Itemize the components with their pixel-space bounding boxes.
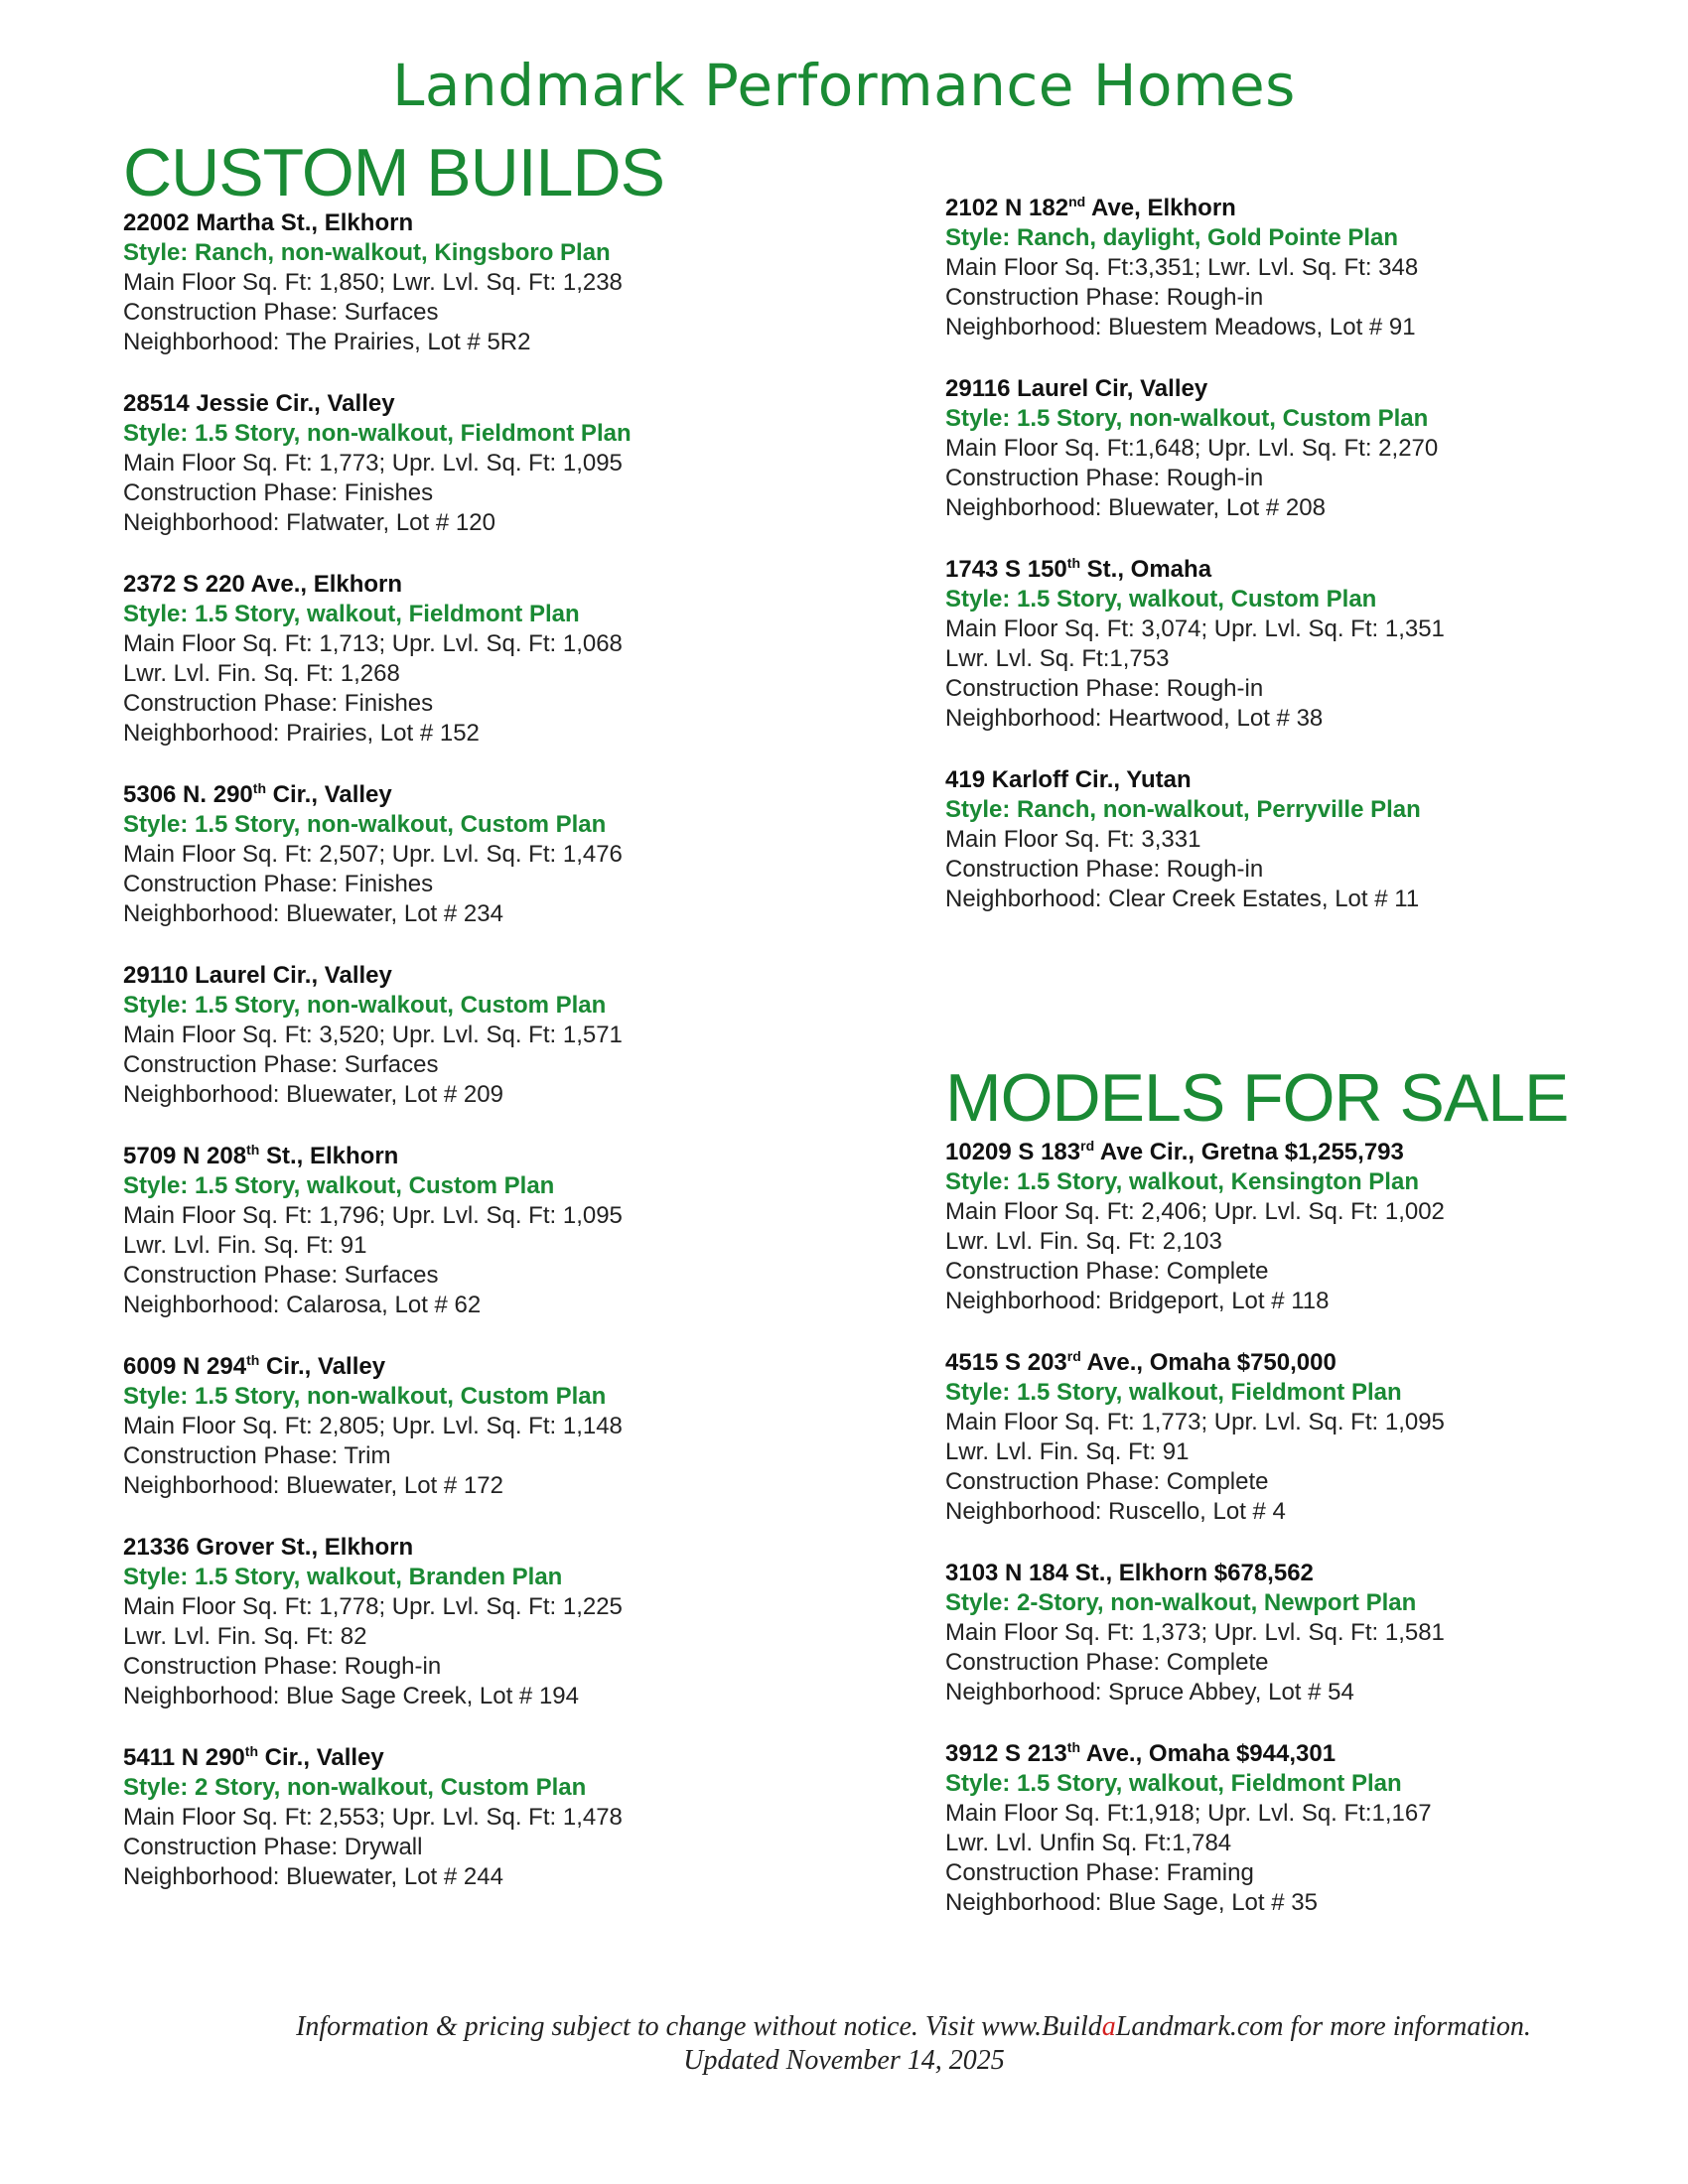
- listing-detail: Main Floor Sq. Ft: 1,713; Upr. Lvl. Sq. Ft: 1,068: [123, 630, 623, 657]
- address-number: 1743 S 150: [945, 556, 1067, 583]
- listing-detail: Main Floor Sq. Ft: 2,406; Upr. Lvl. Sq. Ft: 1,002: [945, 1198, 1445, 1225]
- listing-detail: Neighborhood: Bluewater, Lot # 244: [123, 1863, 503, 1890]
- listing-style: Style: 1.5 Story, non-walkout, Custom Plan: [945, 405, 1429, 432]
- listing-style: Style: Ranch, non-walkout, Perryville Plan: [945, 796, 1421, 823]
- address-number: 2102 N 182: [945, 195, 1069, 221]
- address-rest: Ave., Omaha $750,000: [1080, 1349, 1336, 1376]
- listing-detail: Neighborhood: Prairies, Lot # 152: [123, 720, 480, 747]
- listing-address: [945, 1138, 1660, 1167]
- listing-address: [945, 194, 1660, 223]
- address-rest: St., Omaha: [1080, 556, 1212, 583]
- listing-address: 22002 Martha St., Elkhorn: [123, 209, 414, 236]
- listing-detail: Main Floor Sq. Ft: 2,805; Upr. Lvl. Sq. Ft: 1,148: [123, 1413, 623, 1439]
- listing-detail: Construction Phase: Drywall: [123, 1834, 423, 1860]
- listing: [945, 1739, 1660, 1918]
- address-rest: Cir., Valley: [259, 1353, 386, 1380]
- listing: [123, 208, 908, 357]
- listing-address: [945, 1739, 1660, 1769]
- listing: [123, 1743, 908, 1892]
- address-rest: Cir., Valley: [266, 781, 392, 808]
- listing-detail: Lwr. Lvl. Fin. Sq. Ft: 2,103: [945, 1228, 1222, 1255]
- listing-detail: Main Floor Sq. Ft: 2,553; Upr. Lvl. Sq. Ft: 1,478: [123, 1804, 623, 1831]
- listing-detail: Neighborhood: Ruscello, Lot # 4: [945, 1498, 1286, 1525]
- listing-address: 29116 Laurel Cir, Valley: [945, 375, 1208, 402]
- listing-detail: Neighborhood: Calarosa, Lot # 62: [123, 1292, 482, 1318]
- footer-text-start: Information & pricing subject to change without notice. Visit www.Build: [296, 2011, 1102, 2042]
- listing-detail: Main Floor Sq. Ft: 1,850; Lwr. Lvl. Sq. Ft: 1,238: [123, 269, 623, 296]
- listing-address: 28514 Jessie Cir., Valley: [123, 390, 395, 417]
- listing-detail: Neighborhood: Blue Sage Creek, Lot # 194: [123, 1683, 579, 1709]
- listing: [123, 389, 908, 538]
- listing-detail: Main Floor Sq. Ft:3,351; Lwr. Lvl. Sq. Ft: 348: [945, 254, 1419, 281]
- listing-style: Style: 1.5 Story, non-walkout, Fieldmont Plan: [123, 420, 632, 447]
- listing-style: Style: 1.5 Story, walkout, Custom Plan: [123, 1172, 555, 1199]
- models-for-sale-list: [945, 1138, 1660, 1918]
- listing-detail: Construction Phase: Rough-in: [123, 1653, 442, 1680]
- listing-detail: Neighborhood: Bluewater, Lot # 172: [123, 1472, 503, 1499]
- address-rest: St., Elkhorn: [259, 1143, 399, 1169]
- footer-red-letter: a: [1101, 2011, 1116, 2042]
- address-number: 5709 N 208: [123, 1143, 247, 1169]
- listing: [945, 194, 1660, 342]
- listing-style: Style: 1.5 Story, walkout, Kensington Plan: [945, 1168, 1419, 1195]
- listing-detail: Main Floor Sq. Ft: 1,373; Upr. Lvl. Sq. Ft: 1,581: [945, 1619, 1445, 1646]
- custom-builds-left-column: [123, 137, 908, 1924]
- listing-address: 419 Karloff Cir., Yutan: [945, 766, 1192, 793]
- address-ordinal: th: [246, 1352, 260, 1368]
- listing-detail: Lwr. Lvl. Fin. Sq. Ft: 91: [123, 1232, 367, 1259]
- listing-detail: Neighborhood: Bridgeport, Lot # 118: [945, 1288, 1330, 1314]
- listing-detail: Construction Phase: Finishes: [123, 479, 434, 506]
- address-ordinal: rd: [1080, 1138, 1095, 1154]
- listing-detail: Construction Phase: Complete: [945, 1258, 1269, 1285]
- listing-detail: Main Floor Sq. Ft: 1,773; Upr. Lvl. Sq. Ft: 1,095: [123, 450, 623, 477]
- listing-detail: Lwr. Lvl. Fin. Sq. Ft: 1,268: [123, 660, 400, 687]
- address-rest: Ave, Elkhorn: [1085, 195, 1236, 221]
- listing-address: [123, 780, 908, 810]
- address-ordinal: rd: [1066, 1348, 1081, 1364]
- listing-detail: Construction Phase: Surfaces: [123, 1051, 439, 1078]
- address-ordinal: th: [246, 1142, 260, 1158]
- listing-detail: Lwr. Lvl. Fin. Sq. Ft: 91: [945, 1438, 1190, 1465]
- listing-style: Style: 1.5 Story, non-walkout, Custom Plan: [123, 1383, 607, 1410]
- footer-text-end: Landmark.com for more information.: [1115, 2011, 1531, 2042]
- listing-detail: Construction Phase: Rough-in: [945, 675, 1264, 702]
- listing-detail: Construction Phase: Rough-in: [945, 856, 1264, 883]
- listing-address: 2372 S 220 Ave., Elkhorn: [123, 571, 403, 598]
- listing: [123, 1352, 908, 1501]
- listing-detail: Neighborhood: The Prairies, Lot # 5R2: [123, 329, 531, 355]
- address-number: 5411 N 290: [123, 1744, 245, 1771]
- listing-address: [123, 1352, 908, 1382]
- address-number: 6009 N 294: [123, 1353, 247, 1380]
- listing-style: Style: Ranch, daylight, Gold Pointe Plan: [945, 224, 1399, 251]
- custom-builds-heading: CUSTOM BUILDS: [123, 135, 664, 210]
- address-ordinal: th: [1066, 555, 1080, 571]
- listing-style: Style: 1.5 Story, walkout, Fieldmont Plan: [945, 1379, 1402, 1406]
- listing-detail: Construction Phase: Rough-in: [945, 465, 1264, 491]
- address-rest: Ave., Omaha $944,301: [1080, 1740, 1336, 1767]
- listing-detail: Main Floor Sq. Ft: 1,773; Upr. Lvl. Sq. Ft: 1,095: [945, 1409, 1445, 1435]
- listing-detail: Construction Phase: Complete: [945, 1468, 1269, 1495]
- listing-address: 21336 Grover St., Elkhorn: [123, 1534, 414, 1561]
- listing-detail: Neighborhood: Bluestem Meadows, Lot # 91: [945, 314, 1416, 341]
- listing-address: [123, 1142, 908, 1171]
- listing-detail: Main Floor Sq. Ft: 2,507; Upr. Lvl. Sq. Ft: 1,476: [123, 841, 623, 868]
- listing-style: Style: 1.5 Story, non-walkout, Custom Plan: [123, 992, 607, 1019]
- listing-detail: Construction Phase: Surfaces: [123, 299, 439, 326]
- listing-detail: Main Floor Sq. Ft: 1,778; Upr. Lvl. Sq. Ft: 1,225: [123, 1593, 623, 1620]
- listing-address: [945, 555, 1660, 585]
- custom-builds-left-list: [123, 208, 908, 1892]
- listing-style: Style: 1.5 Story, non-walkout, Custom Plan: [123, 811, 607, 838]
- page-title: Landmark Performance Homes: [392, 52, 1296, 119]
- listing-address: [123, 1743, 908, 1773]
- listing-detail: Construction Phase: Complete: [945, 1649, 1269, 1676]
- listing: [123, 1142, 908, 1320]
- listing: [945, 1559, 1660, 1707]
- address-ordinal: nd: [1068, 194, 1086, 209]
- address-number: 3912 S 213: [945, 1740, 1067, 1767]
- address-number: 10209 S 183: [945, 1139, 1081, 1165]
- listing: [123, 961, 908, 1110]
- footer-note: [0, 2010, 1688, 2078]
- footer-disclaimer: [0, 2010, 1688, 2044]
- listing-detail: Neighborhood: Bluewater, Lot # 209: [123, 1081, 503, 1108]
- listing-detail: Construction Phase: Framing: [945, 1859, 1254, 1886]
- address-number: 4515 S 203: [945, 1349, 1067, 1376]
- custom-builds-right-list: [945, 194, 1660, 914]
- listing: [945, 1138, 1660, 1316]
- listing: [945, 765, 1660, 914]
- listing-style: Style: 2 Story, non-walkout, Custom Plan: [123, 1774, 587, 1801]
- listing-detail: Main Floor Sq. Ft:1,918; Upr. Lvl. Sq. Ft:1,167: [945, 1800, 1432, 1827]
- listing: [945, 1348, 1660, 1527]
- listing-detail: Neighborhood: Bluewater, Lot # 234: [123, 900, 503, 927]
- listing-detail: Neighborhood: Bluewater, Lot # 208: [945, 494, 1326, 521]
- address-number: 5306 N. 290: [123, 781, 253, 808]
- listing-detail: Construction Phase: Surfaces: [123, 1262, 439, 1289]
- custom-builds-right-column: [945, 194, 1660, 946]
- listing-detail: Lwr. Lvl. Fin. Sq. Ft: 82: [123, 1623, 367, 1650]
- listing-detail: Construction Phase: Trim: [123, 1442, 391, 1469]
- listing-style: Style: 1.5 Story, walkout, Fieldmont Plan: [945, 1770, 1402, 1797]
- listing-detail: Construction Phase: Rough-in: [945, 284, 1264, 311]
- footer-updated-date: Updated November 14, 2025: [683, 2045, 1005, 2076]
- listing-detail: Neighborhood: Heartwood, Lot # 38: [945, 705, 1324, 732]
- models-for-sale-column: [945, 1138, 1660, 1950]
- listing-detail: Neighborhood: Flatwater, Lot # 120: [123, 509, 495, 536]
- listing-address: [945, 1348, 1660, 1378]
- listing-style: Style: Ranch, non-walkout, Kingsboro Plan: [123, 239, 611, 266]
- address-rest: Ave Cir., Gretna $1,255,793: [1094, 1139, 1404, 1165]
- listing-style: Style: 1.5 Story, walkout, Fieldmont Plan: [123, 601, 580, 627]
- listing: [945, 374, 1660, 523]
- address-ordinal: th: [1066, 1739, 1080, 1755]
- address-ordinal: th: [252, 780, 266, 796]
- listing-detail: Lwr. Lvl. Sq. Ft:1,753: [945, 645, 1170, 672]
- listing: [123, 780, 908, 929]
- models-for-sale-heading: MODELS FOR SALE: [945, 1060, 1569, 1136]
- listing-style: Style: 1.5 Story, walkout, Branden Plan: [123, 1564, 563, 1590]
- listing-detail: Main Floor Sq. Ft: 3,331: [945, 826, 1201, 853]
- listing: [123, 570, 908, 749]
- address-ordinal: th: [244, 1743, 258, 1759]
- listing: [123, 1533, 908, 1711]
- listing-style: Style: 1.5 Story, walkout, Custom Plan: [945, 586, 1377, 613]
- listing-detail: Construction Phase: Finishes: [123, 690, 434, 717]
- listing-address: 3103 N 184 St., Elkhorn $678,562: [945, 1560, 1314, 1586]
- listing-detail: Construction Phase: Finishes: [123, 871, 434, 897]
- listing-detail: Main Floor Sq. Ft: 1,796; Upr. Lvl. Sq. Ft: 1,095: [123, 1202, 623, 1229]
- listing-detail: Main Floor Sq. Ft: 3,520; Upr. Lvl. Sq. Ft: 1,571: [123, 1022, 623, 1048]
- listing-detail: Neighborhood: Clear Creek Estates, Lot # 11: [945, 886, 1420, 912]
- listing-detail: Main Floor Sq. Ft:1,648; Upr. Lvl. Sq. Ft: 2,270: [945, 435, 1439, 462]
- listing-detail: Main Floor Sq. Ft: 3,074; Upr. Lvl. Sq. Ft: 1,351: [945, 615, 1445, 642]
- listing-address: 29110 Laurel Cir., Valley: [123, 962, 392, 989]
- listing-detail: Lwr. Lvl. Unfin Sq. Ft:1,784: [945, 1830, 1232, 1856]
- listing-style: Style: 2-Story, non-walkout, Newport Plan: [945, 1589, 1417, 1616]
- listing-detail: Neighborhood: Spruce Abbey, Lot # 54: [945, 1679, 1354, 1706]
- listing-detail: Neighborhood: Blue Sage, Lot # 35: [945, 1889, 1318, 1916]
- listing: [945, 555, 1660, 734]
- address-rest: Cir., Valley: [258, 1744, 384, 1771]
